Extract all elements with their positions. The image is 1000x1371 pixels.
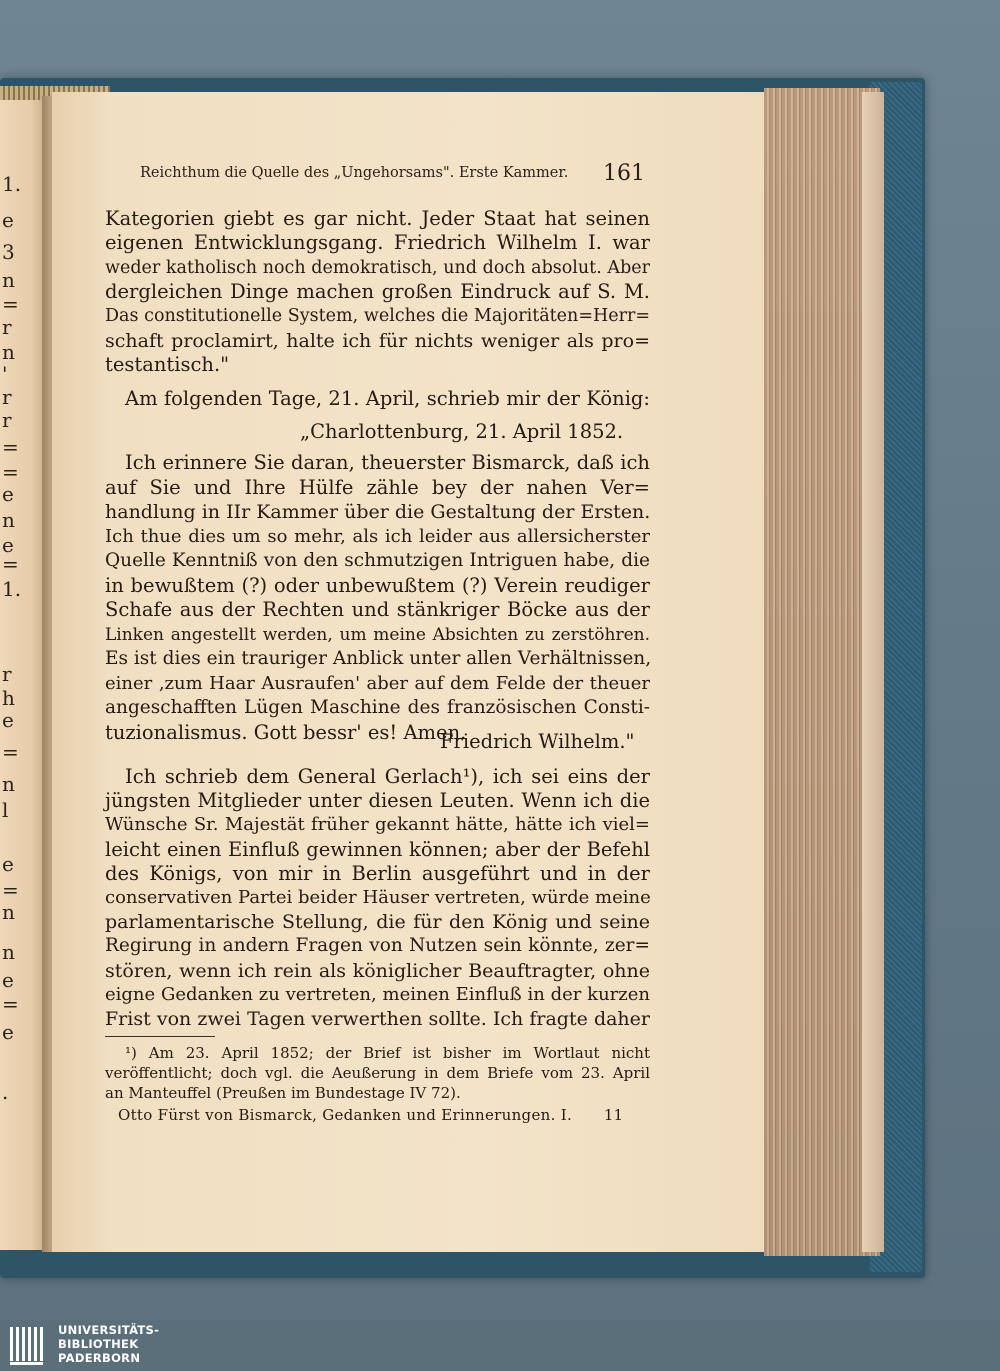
body-line: des Königs, von mir in Berlin ausgeführt und in der — [105, 861, 650, 885]
left-page-fragment: e — [2, 1020, 14, 1044]
left-page-fragment: n — [2, 772, 15, 796]
left-page-fragment: l — [2, 798, 9, 822]
left-page-fragment: = — [2, 992, 19, 1016]
running-head — [140, 163, 645, 193]
body-line: schaft proclamirt, halte ich für nichts weniger als pro= — [105, 329, 650, 352]
body-line: Kategorien giebt es gar nicht. Jeder Staat hat seinen — [105, 207, 650, 230]
left-page-fragment: n — [2, 340, 15, 364]
body-line: Am folgenden Tage, 21. April, schrieb mir der König: — [125, 387, 650, 410]
body-line: Regirung in andern Fragen von Nutzen sein könnte, zer= — [105, 935, 650, 957]
body-line: parlamentarische Stellung, die für den König und seine — [105, 911, 650, 934]
body-line: auf Sie und Ihre Hülfe zähle bey der nahen Ver= — [105, 475, 650, 499]
body-line: weder katholisch noch demokratisch, und doch absolut. Aber — [105, 257, 650, 278]
left-page-fragment: 3 — [2, 240, 15, 264]
body-line: einer ‚zum Haar Ausraufen' aber auf dem Felde der theuer — [105, 672, 650, 694]
signature-title: Otto Fürst von Bismarck, Gedanken und Erinnerungen. I. — [118, 1106, 573, 1124]
running-head-title: Reichthum die Quelle des „Ungehorsams". Erste Kammer. — [140, 165, 569, 181]
left-page-fragment: = — [2, 552, 19, 576]
body-line: angeschafften Lügen Maschine des französischen Consti- — [105, 697, 650, 718]
left-page-fragment: r — [2, 662, 12, 686]
body-line: „Charlottenburg, 21. April 1852. — [300, 420, 624, 443]
body-line: leicht einen Einfluß gewinnen können; aber der Befehl — [105, 837, 650, 861]
body-line: tuzionalismus. Gott bessr' es! Amen. — [105, 720, 467, 744]
body-line: Das constitutionelle System, welches die Majoritäten=Herr= — [105, 306, 650, 327]
left-page-fragment: n — [2, 508, 15, 532]
body-line: Friedrich Wilhelm." — [440, 730, 635, 753]
left-page-fragment: n — [2, 900, 15, 924]
page-number: 161 — [603, 161, 645, 186]
left-page-fragment: n — [2, 940, 15, 964]
signature-line — [118, 1106, 623, 1128]
footnote-line: an Manteuffel (Preußen im Bundestage IV 72). — [105, 1084, 461, 1102]
left-page-fragment: = — [2, 292, 19, 316]
sheet-number: 11 — [603, 1106, 623, 1124]
logo-line-1: UNIVERSITÄTS- — [58, 1323, 160, 1337]
body-line: Quelle Kenntniß von den schmutzigen Intriguen habe, die — [105, 550, 650, 571]
body-line: Linken angestellt werden, um meine Absichten zu zerstöhren. — [105, 624, 650, 645]
footnote-line: ¹) Am 23. April 1852; der Brief ist bisher im Wortlaut nicht — [125, 1044, 650, 1062]
left-page-fragment: e — [2, 533, 14, 557]
body-line: dergleichen Dinge machen großen Eindruck auf S. M. — [105, 279, 650, 303]
footnote-rule — [105, 1036, 215, 1037]
left-page-fragment: e — [2, 482, 14, 506]
body-line: in bewußtem (?) oder unbewußtem (?) Verein reudiger — [105, 573, 650, 597]
left-page-fragment: e — [2, 968, 14, 992]
logo-line-3: PADERBORN — [58, 1351, 141, 1365]
left-page-fragment: = — [2, 435, 19, 459]
body-line: Ich thue dies um so mehr, als ich leider aus allersicherster — [105, 525, 650, 547]
body-line: eigenen Entwicklungsgang. Friedrich Wilhelm I. war — [105, 231, 650, 255]
body-line: handlung in IIr Kammer über die Gestaltung der Ersten. — [105, 501, 651, 523]
library-logo-icon — [8, 1323, 50, 1367]
body-line: jüngsten Mitglieder unter diesen Leuten. Wenn ich die — [105, 789, 650, 813]
page-block-highlight — [862, 92, 884, 1252]
left-page-fragment: = — [2, 878, 19, 902]
library-logo-text — [58, 1323, 159, 1365]
left-page-fragment: ' — [2, 362, 8, 386]
body-line: conservativen Partei beider Häuser vertreten, würde meine — [105, 887, 651, 908]
body-line: Ich schrieb dem General Gerlach¹), ich sei eins der — [125, 765, 650, 788]
left-page-fragment: h — [2, 686, 15, 710]
body-line: Schafe aus der Rechten und stänkriger Böcke aus der — [105, 598, 650, 621]
body-line: Frist von zwei Tagen verwerthen sollte. Ich fragte daher — [105, 1008, 650, 1030]
left-page-fragment: r — [2, 385, 12, 409]
left-page-fragment: = — [2, 740, 19, 764]
left-page-fragment: 1. — [2, 577, 22, 601]
left-page-fragment: . — [2, 1080, 9, 1104]
body-line: testantisch." — [105, 352, 230, 376]
left-page-fragment: 1. — [2, 172, 22, 196]
left-page-fragment: = — [2, 460, 19, 484]
footnote-line: veröffentlicht; doch vgl. die Aeußerung in dem Briefe vom 23. April — [105, 1064, 650, 1082]
body-line: Wünsche Sr. Majestät früher gekannt hätte, hätte ich viel= — [105, 814, 650, 836]
body-line: Es ist dies ein trauriger Anblick unter allen Verhältnissen, — [105, 648, 652, 669]
left-page-fragment: e — [2, 852, 14, 876]
left-page-fragment: e — [2, 208, 14, 232]
left-page-fragment: r — [2, 315, 12, 339]
left-page-fragment: r — [2, 408, 12, 432]
body-line: stören, wenn ich rein als königlicher Beauftragter, ohne — [105, 959, 650, 982]
left-page-fragment: n — [2, 268, 15, 292]
body-line: eigne Gedanken zu vertreten, meinen Einfluß in der kurzen — [105, 983, 650, 1005]
body-line: Ich erinnere Sie daran, theuerster Bismarck, daß ich — [125, 451, 650, 474]
left-page-fragment: e — [2, 708, 14, 732]
logo-line-2: BIBLIOTHEK — [58, 1337, 139, 1351]
